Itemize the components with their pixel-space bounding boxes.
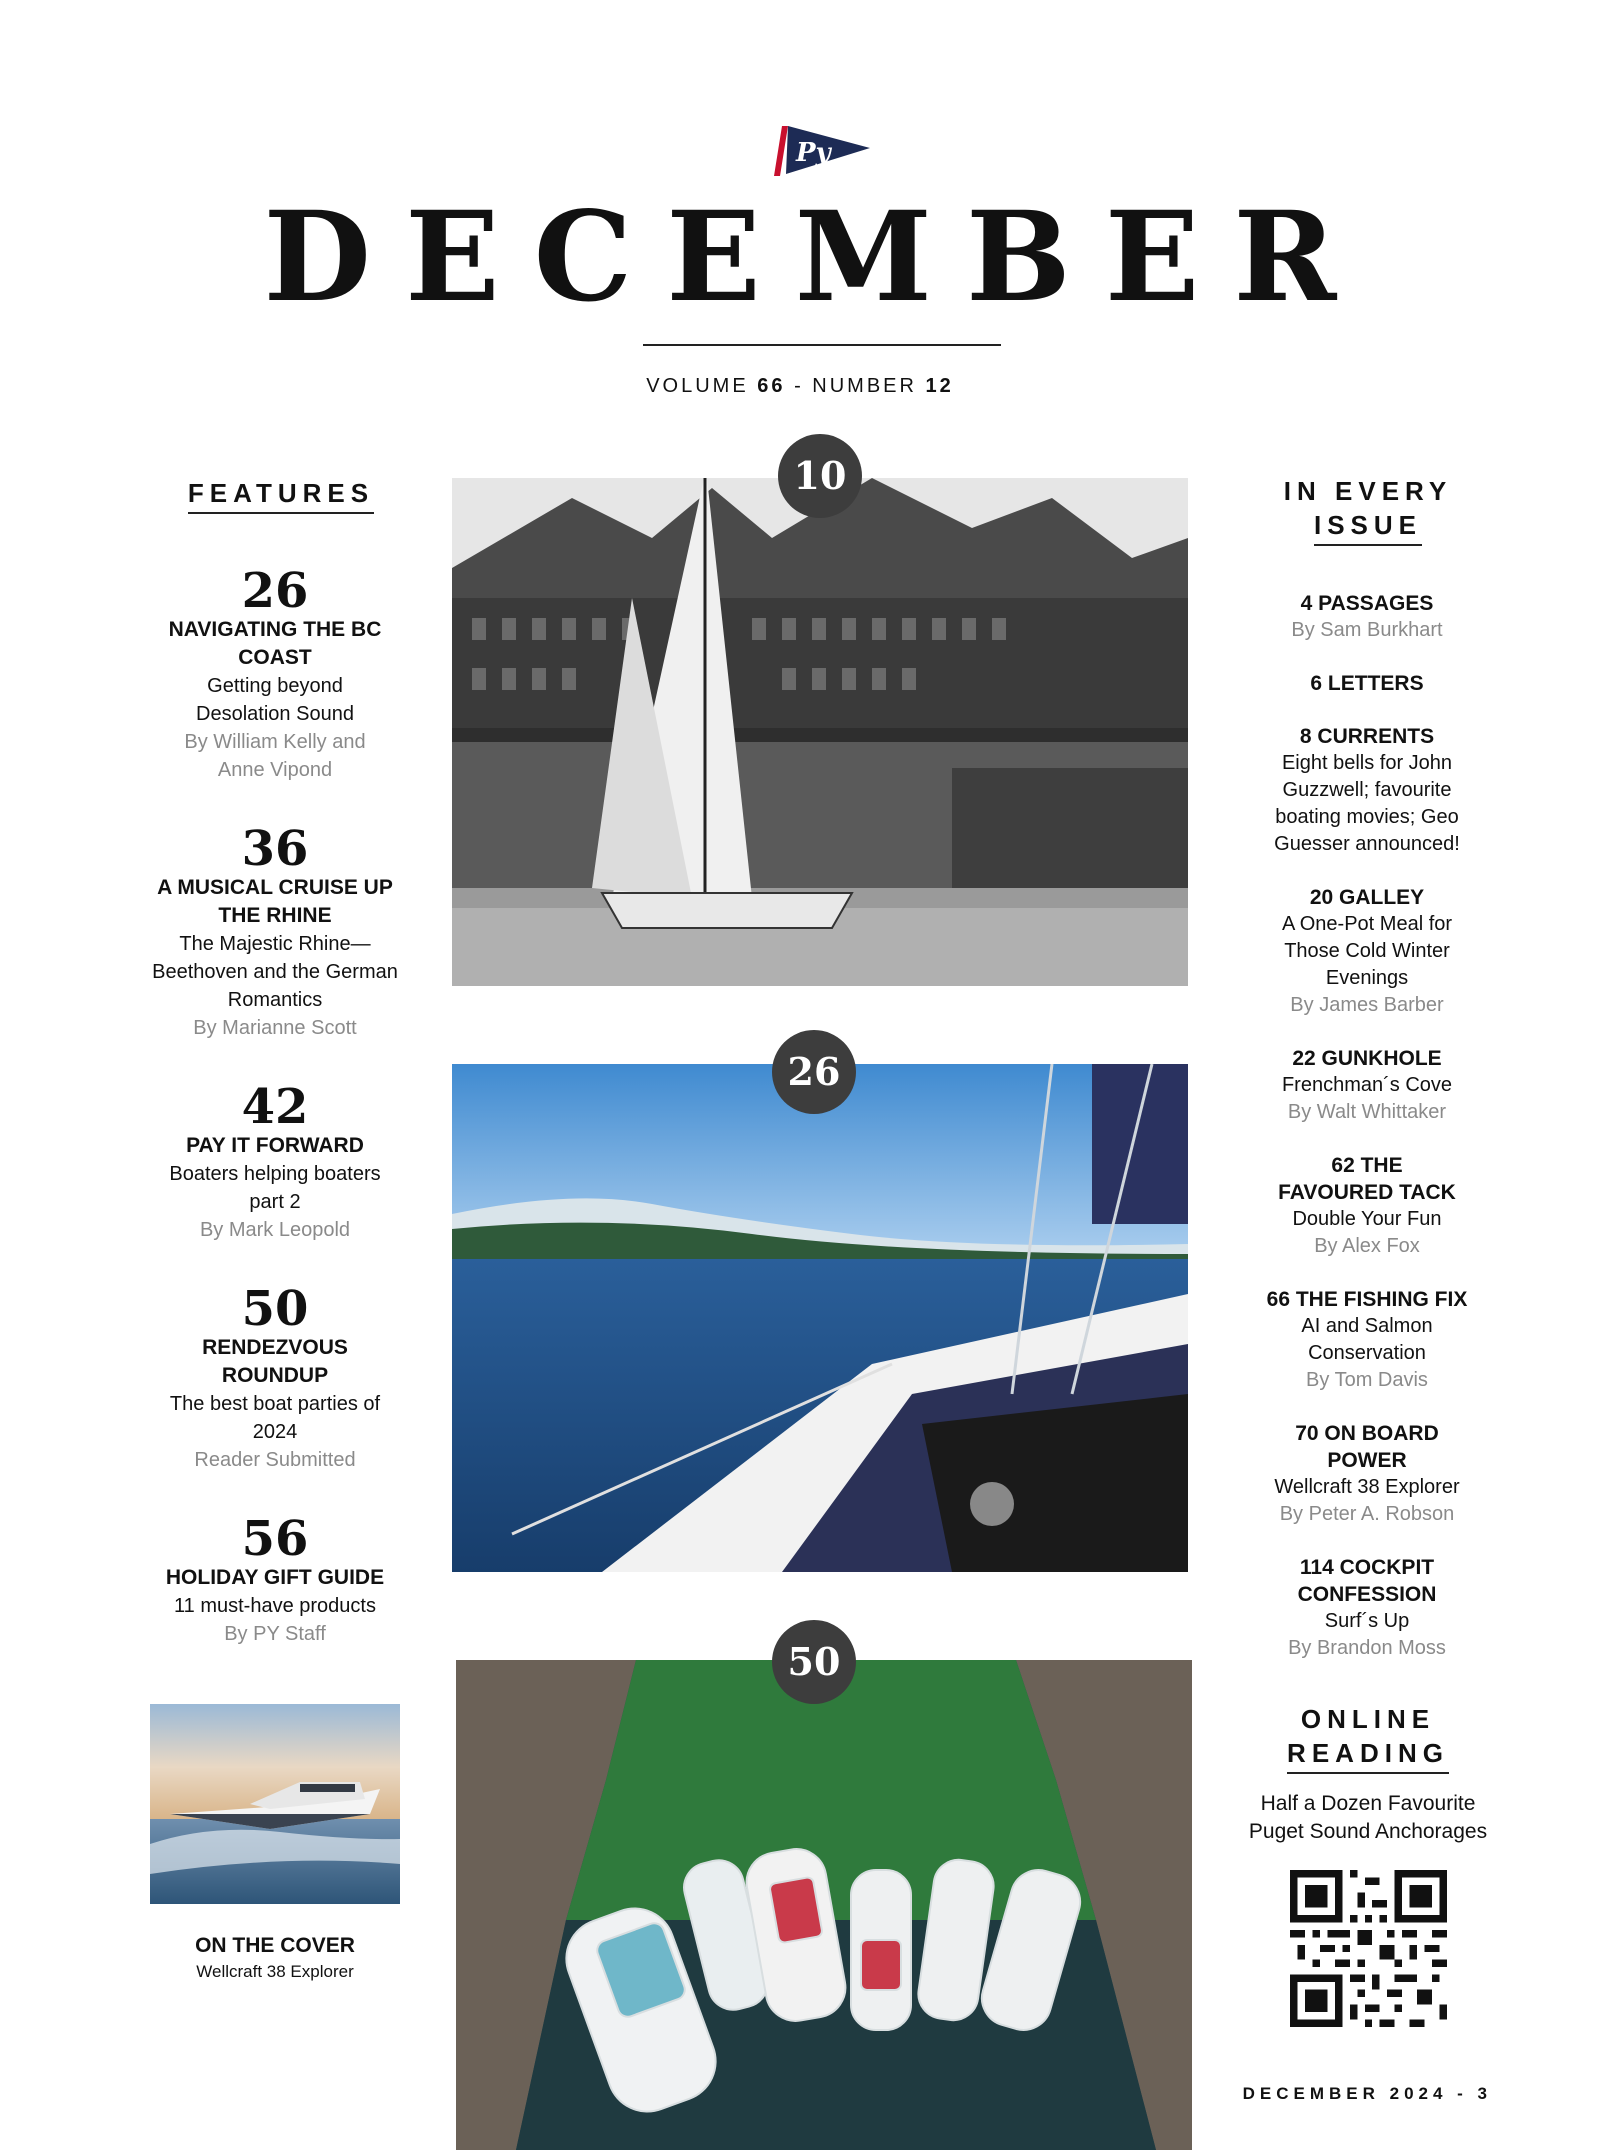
issue-item-title: 70 ON BOARD POWER (1295, 1422, 1439, 1472)
issue-item[interactable] (1232, 1152, 1502, 1260)
feature-page-number: 50 (241, 1281, 309, 1337)
cover-yacht-photo-icon (150, 1704, 400, 1904)
issue-item-title: 8 CURRENTS (1299, 725, 1435, 748)
issue-item-title: 6 LETTERS (1310, 672, 1424, 695)
issue-item-title: 62 THE FAVOURED TACK (1278, 1154, 1456, 1204)
issue-item-byline: By Brandon Moss (1288, 1637, 1446, 1659)
issue-item-description: A One-Pot Meal for Those Cold Winter Evenings (1281, 913, 1453, 989)
ocean-photo-icon (452, 1064, 1188, 1572)
cove-photo-icon (456, 1660, 1192, 2150)
feature-byline: By Mark Leopold (199, 1219, 351, 1241)
feature-page-number: 56 (241, 1511, 309, 1567)
page-footer: DECEMBER 2024 - 3 (1242, 2084, 1492, 2103)
issue-item-title: 22 GUNKHOLE (1292, 1047, 1442, 1070)
cover-title: ON THE COVER (195, 1934, 355, 1957)
title-divider (643, 344, 1001, 346)
issue-item-title: 20 GALLEY (1309, 886, 1425, 909)
issue-item-byline: By Sam Burkhart (1291, 619, 1443, 641)
feature-description: 11 must-have products (174, 1595, 376, 1617)
issue-item[interactable] (1232, 1045, 1502, 1126)
svg-text:Py: Py (796, 138, 831, 168)
issue-item[interactable] (1232, 884, 1502, 1019)
feature-item[interactable] (130, 1281, 420, 1474)
feature-title: A MUSICAL CRUISE UP THE RHINE (157, 876, 393, 927)
feature-description: Boaters helping boaters part 2 (169, 1163, 381, 1213)
issue-item-byline: By Tom Davis (1306, 1369, 1428, 1391)
feature-byline: By Marianne Scott (193, 1017, 357, 1039)
issue-item-title: 114 COCKPIT CONFESSION (1297, 1556, 1437, 1606)
feature-description: The Majestic Rhine—Beethoven and the German Romantics (152, 933, 398, 1011)
feature-title: NAVIGATING THE BC COAST (168, 618, 382, 669)
issue-item-byline: By Peter A. Robson (1279, 1503, 1455, 1525)
feature-title: PAY IT FORWARD (186, 1134, 364, 1157)
qr-code-icon[interactable] (1290, 1870, 1447, 2027)
feature-item[interactable] (130, 563, 420, 784)
feature-description: The best boat parties of 2024 (169, 1393, 381, 1443)
photo-page-badge: 10 (778, 434, 862, 518)
issue-item-byline: By Walt Whittaker (1287, 1101, 1447, 1123)
feature-item[interactable] (130, 1079, 420, 1244)
online-reading-link[interactable]: Half a Dozen Favourite Puget Sound Anchorages (1248, 1792, 1488, 1843)
cover-image[interactable] (150, 1704, 400, 1904)
in-every-issue-heading: IN EVERY ISSUE (1240, 474, 1496, 546)
feature-byline: Reader Submitted (194, 1449, 356, 1471)
photo-page-badge: 26 (772, 1030, 856, 1114)
hotel-photo-icon (452, 478, 1188, 986)
issue-item-description: Eight bells for John Guzzwell; favourite boating movies; Geo Guesser announced! (1274, 752, 1460, 855)
feature-page-number: 36 (241, 821, 309, 877)
issue-item-title: 66 THE FISHING FIX (1266, 1288, 1468, 1311)
issue-item[interactable] (1232, 590, 1502, 644)
feature-title: HOLIDAY GIFT GUIDE (165, 1566, 385, 1589)
feature-item[interactable] (130, 821, 420, 1042)
photo-sailboat-deck-ocean[interactable] (452, 1064, 1188, 1572)
py-pennant-logo-icon (774, 124, 870, 178)
online-reading-heading: ONLINE READING (1240, 1702, 1496, 1774)
issue-item-description: AI and Salmon Conservation (1301, 1315, 1433, 1364)
issue-item-byline: By Alex Fox (1314, 1235, 1420, 1257)
feature-byline: By William Kelly and Anne Vipond (184, 731, 366, 781)
features-list (130, 563, 420, 1688)
issue-item[interactable] (1232, 1420, 1502, 1528)
feature-title: RENDEZVOUS ROUNDUP (202, 1336, 348, 1387)
feature-item[interactable] (130, 1511, 420, 1648)
issue-item[interactable] (1232, 1554, 1502, 1662)
feature-page-number: 42 (241, 1079, 309, 1135)
volume-line: VOLUME 66 - NUMBER 12 (646, 375, 954, 397)
issue-item-description: Wellcraft 38 Explorer (1274, 1476, 1460, 1498)
cover-description: Wellcraft 38 Explorer (196, 1962, 354, 1981)
features-heading: FEATURES (150, 476, 412, 514)
photo-page-badge: 50 (772, 1620, 856, 1704)
issue-item-description: Double Your Fun (1292, 1208, 1442, 1230)
issue-item-byline: By James Barber (1290, 994, 1444, 1016)
issue-item-description: Surf´s Up (1324, 1610, 1410, 1632)
photo-empress-hotel-sailboat[interactable] (452, 478, 1188, 986)
feature-description: Getting beyond Desolation Sound (196, 675, 354, 725)
page-title: DECEMBER (263, 185, 1371, 330)
issue-item[interactable] (1232, 723, 1502, 858)
issue-item-title: 4 PASSAGES (1300, 592, 1434, 615)
feature-byline: By PY Staff (224, 1623, 326, 1645)
issue-item[interactable] (1232, 670, 1502, 697)
feature-page-number: 26 (241, 563, 309, 619)
in-every-issue-list (1232, 590, 1502, 1688)
photo-boats-rafted-cove[interactable] (456, 1660, 1192, 2150)
issue-item[interactable] (1232, 1286, 1502, 1394)
issue-item-description: Frenchman´s Cove (1281, 1074, 1453, 1096)
